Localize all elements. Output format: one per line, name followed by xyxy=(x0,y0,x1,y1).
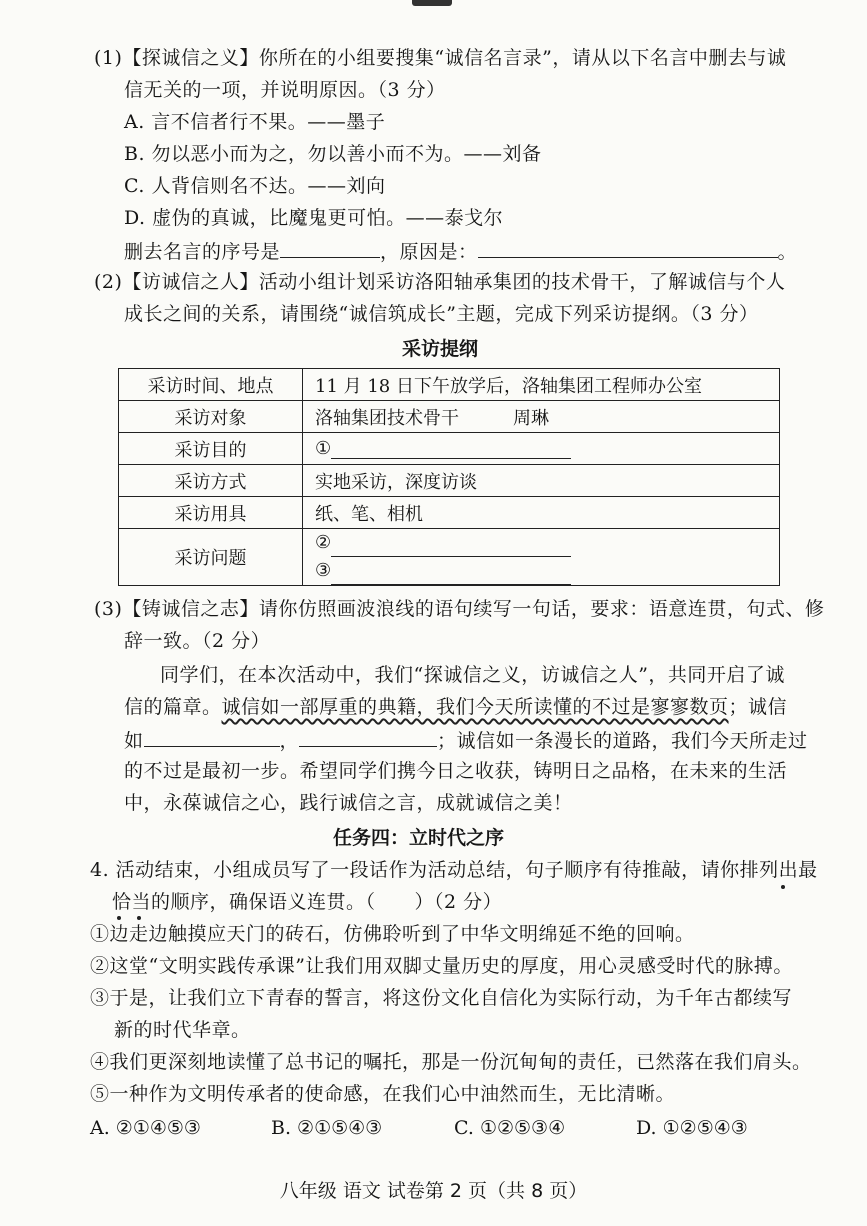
question-blank-2[interactable] xyxy=(331,538,571,557)
row-label: 采访时间、地点 xyxy=(119,369,303,401)
q3-2-stem-line2: 成长之间的关系，请围绕“诚信筑成长”主题，完成下列采访提纲。（3 分） xyxy=(124,303,759,325)
q3-1-option-b: B. 勿以恶小而为之，勿以善小而不为。——刘备 xyxy=(124,143,542,165)
blank-marker-1: ① xyxy=(315,438,332,459)
answer-middle: ，原因是： xyxy=(380,241,478,263)
q3-3-para-line3 xyxy=(124,726,808,754)
page-footer: 八年级 语文 试卷第 2 页（共 8 页） xyxy=(279,1180,588,1202)
emphasis-dot xyxy=(781,885,785,889)
para-text: ；诚信 xyxy=(728,696,788,718)
row-label: 采访对象 xyxy=(119,401,303,433)
q3-2-stem-line1: (2)【访诚信之人】活动小组计划采访洛阳轴承集团的技术骨干，了解诚信与个人 xyxy=(94,271,786,293)
table-row xyxy=(119,433,780,465)
q3-1-answer-line xyxy=(124,237,797,265)
emphasis-dot xyxy=(117,916,121,920)
q3-1-stem-line1: (1)【探诚信之义】你所在的小组要搜集“诚信名言录”，请从以下名言中删去与诚 xyxy=(94,47,787,69)
choice-a[interactable]: A. ②①④⑤③ xyxy=(90,1117,201,1139)
para-comma: ， xyxy=(279,730,300,752)
blank-marker-3: ③ xyxy=(315,560,332,581)
purpose-cell xyxy=(303,433,780,465)
wavy-underlined-sentence: 诚信如一部厚重的典籍，我们今天所读懂的不过是寥寥数页 xyxy=(221,696,729,718)
row-label: 采访用具 xyxy=(119,497,303,529)
para-text: 信的篇章。 xyxy=(124,696,222,718)
q3-3-para-line2 xyxy=(124,694,787,720)
q3-3-para-line5: 中，永葆诚信之心，践行诚信之言，成就诚信之美！ xyxy=(124,792,573,814)
q3-3-stem-line1: (3)【铸诚信之志】请你仿照画波浪线的语句续写一句话，要求：语意连贯，句式、修 xyxy=(94,598,825,620)
row-value: 实地采访，深度访谈 xyxy=(303,465,780,497)
interview-outline-table xyxy=(118,368,780,586)
table-row xyxy=(119,401,780,433)
question-blank-3[interactable] xyxy=(331,566,571,585)
row-value: 洛轴集团技术骨干 周琳 xyxy=(303,401,780,433)
q3-1-stem-line2: 信无关的一项，并说明原因。（3 分） xyxy=(124,79,446,101)
para-text: ；诚信如一条漫长的道路，我们今天所走过 xyxy=(437,730,808,752)
interview-outline-title: 采访提纲 xyxy=(402,338,479,360)
q3-1-option-a: A. 言不信者行不果。——墨子 xyxy=(124,111,386,133)
sentence-4: ④我们更深刻地读懂了总书记的嘱托，那是一份沉甸甸的责任，已然落在我们肩头。 xyxy=(90,1051,812,1073)
q4-stem-line1: 4. 活动结束，小组成员写了一段话作为活动总结，句子顺序有待推敲，请你排列出最 xyxy=(90,859,818,881)
task4-title: 任务四：立时代之序 xyxy=(333,827,505,849)
choice-c[interactable]: C. ①②⑤③④ xyxy=(454,1117,566,1139)
blank-marker-2: ② xyxy=(315,532,332,553)
table-row xyxy=(119,529,780,586)
purpose-blank[interactable] xyxy=(331,440,571,459)
q3-3-para-line4: 的不过是最初一步。希望同学们携今日之收获，铸明日之品格，在未来的生活 xyxy=(124,760,788,782)
sentence-3: ③于是，让我们立下青春的誓言，将这份文化自信化为实际行动，为千年古都续写 xyxy=(90,987,793,1009)
row-label: 采访目的 xyxy=(119,433,303,465)
choice-d[interactable]: D. ①②⑤④③ xyxy=(636,1117,748,1139)
sentence-2: ②这堂“文明实践传承课”让我们用双脚丈量历史的厚度，用心灵感受时代的脉搏。 xyxy=(90,955,793,977)
questions-cell xyxy=(303,529,780,586)
emphasis-dot xyxy=(137,916,141,920)
reason-blank[interactable] xyxy=(478,237,778,258)
q3-1-option-d: D. 虚伪的真诚，比魔鬼更可怕。——泰戈尔 xyxy=(124,207,504,229)
q4-stem-line2: 恰当的顺序，确保语义连贯。（ ）（2 分） xyxy=(112,891,503,913)
answer-end: 。 xyxy=(777,241,798,263)
row-label: 采访问题 xyxy=(119,529,303,586)
table-row xyxy=(119,465,780,497)
q3-3-para-line1: 同学们，在本次活动中，我们“探诚信之义，访诚信之人”，共同开启了诚 xyxy=(160,664,785,686)
sentence-3-cont: 新的时代华章。 xyxy=(114,1019,251,1041)
table-row xyxy=(119,497,780,529)
page-top-mark xyxy=(412,0,452,6)
row-value: 纸、笔、相机 xyxy=(303,497,780,529)
row-label: 采访方式 xyxy=(119,465,303,497)
answer-prefix: 删去名言的序号是 xyxy=(124,241,281,263)
para-text: 如 xyxy=(124,730,144,752)
sentence-5: ⑤一种作为文明传承者的使命感，在我们心中油然而生，无比清晰。 xyxy=(90,1083,676,1105)
table-row xyxy=(119,369,780,401)
imitation-blank-2[interactable] xyxy=(299,726,437,747)
choice-b[interactable]: B. ②①⑤④③ xyxy=(271,1117,383,1139)
sentence-1: ①边走边触摸应天门的砖石，仿佛聆听到了中华文明绵延不绝的回响。 xyxy=(90,923,695,945)
q3-1-option-c: C. 人背信则名不达。——刘向 xyxy=(124,175,386,197)
row-value: 11 月 18 日下午放学后，洛轴集团工程师办公室 xyxy=(303,369,780,401)
q3-3-stem-line2: 辞一致。（2 分） xyxy=(124,630,271,652)
deleted-quote-blank[interactable] xyxy=(280,237,380,258)
imitation-blank-1[interactable] xyxy=(144,726,280,747)
